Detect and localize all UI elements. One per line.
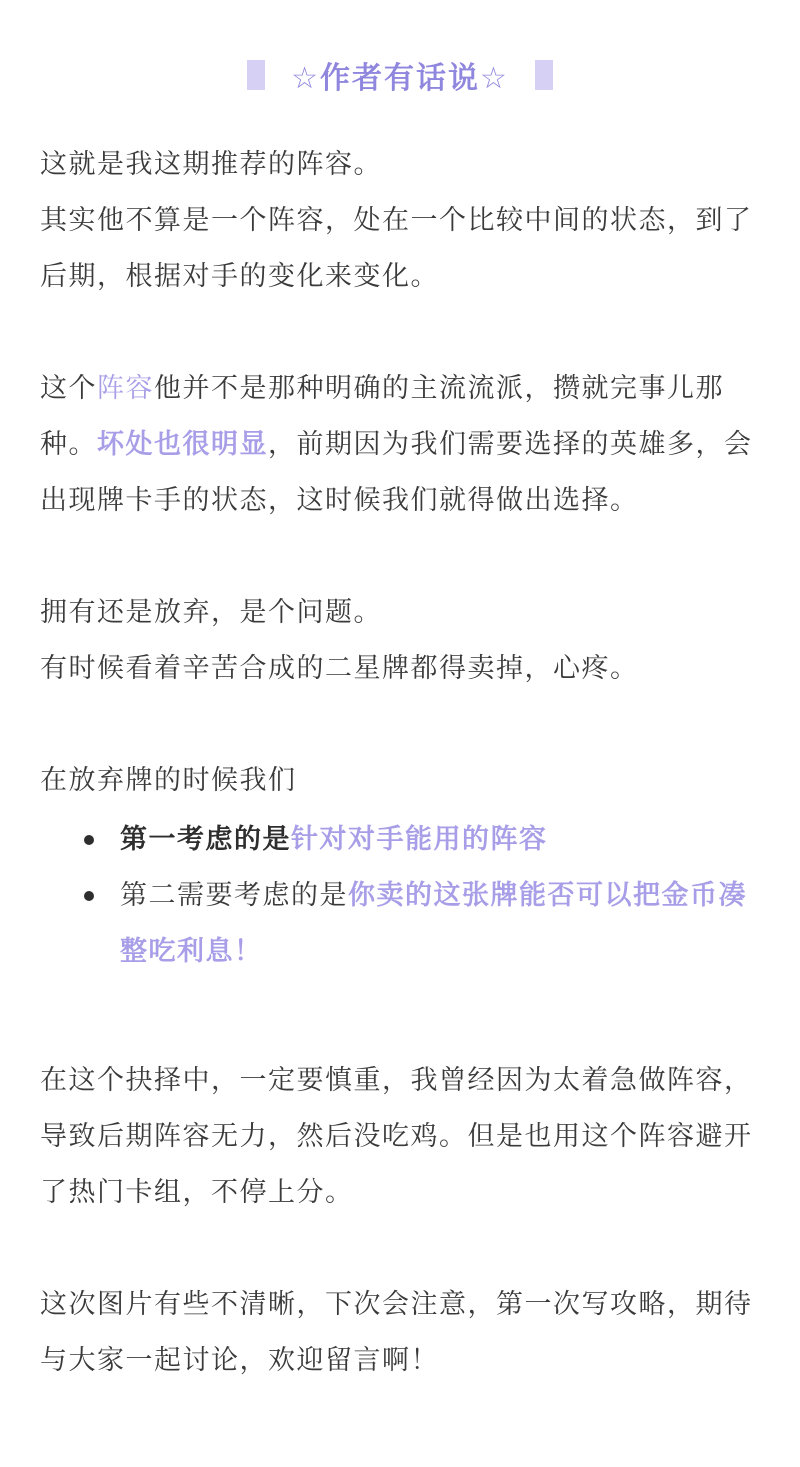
- discard-intro-text: 在放弃牌的时候我们: [40, 765, 297, 796]
- section-header: [0, 50, 800, 100]
- paragraph-discard-intro: [40, 753, 764, 809]
- lineup-desc-c: 他并不是那种明确的主流流派，攒就完事儿那种。: [40, 373, 724, 460]
- list-item: [40, 812, 764, 868]
- header-left-bar: [247, 60, 265, 90]
- header-title: ☆作者有话说☆: [291, 61, 509, 96]
- paragraph-lineup-desc: [40, 361, 764, 529]
- dilemma-line-1: 拥有还是放弃，是个问题。: [40, 597, 382, 628]
- bullet-lead: 第一考虑的是: [120, 824, 291, 855]
- bullet-lead: 第二需要考虑的是: [120, 880, 348, 911]
- dilemma-line-2: 有时候看着辛苦合成的二星牌都得卖掉，心疼。: [40, 653, 639, 684]
- bullet-dot: [84, 835, 94, 845]
- downside-highlight: 坏处也很明显: [97, 429, 268, 460]
- paragraph-closing: [40, 1277, 764, 1389]
- lineup-keyword: 阵容: [97, 373, 154, 404]
- paragraph-caution: [40, 1053, 764, 1221]
- intro-line-1: 这就是我这期推荐的阵容。: [40, 149, 382, 180]
- bullet-highlight: 针对对手能用的阵容: [291, 824, 548, 855]
- bullet-highlight: 你卖的这张牌能否可以把金币凑整吃利息！: [120, 880, 747, 967]
- lineup-desc-a: 这个: [40, 373, 97, 404]
- list-item: [40, 868, 764, 980]
- lineup-desc-e: ，前期因为我们需要选择的英雄多，会出现牌卡手的状态，这时候我们就得做出选择。: [40, 429, 753, 516]
- consideration-list: [40, 812, 764, 980]
- header-right-bar: [535, 60, 553, 90]
- closing-text: 这次图片有些不清晰，下次会注意，第一次写攻略，期待与大家一起讨论，欢迎留言啊！: [40, 1289, 753, 1376]
- bullet-dot: [84, 891, 94, 901]
- caution-text: 在这个抉择中，一定要慎重，我曾经因为太着急做阵容，导致后期阵容无力，然后没吃鸡。但是也用这个阵容避开了热门卡组，不停上分。: [40, 1065, 753, 1208]
- paragraph-dilemma: [40, 585, 764, 697]
- paragraph-intro: [40, 137, 764, 305]
- intro-line-2: 其实他不算是一个阵容，处在一个比较中间的状态，到了后期，根据对手的变化来变化。: [40, 205, 753, 292]
